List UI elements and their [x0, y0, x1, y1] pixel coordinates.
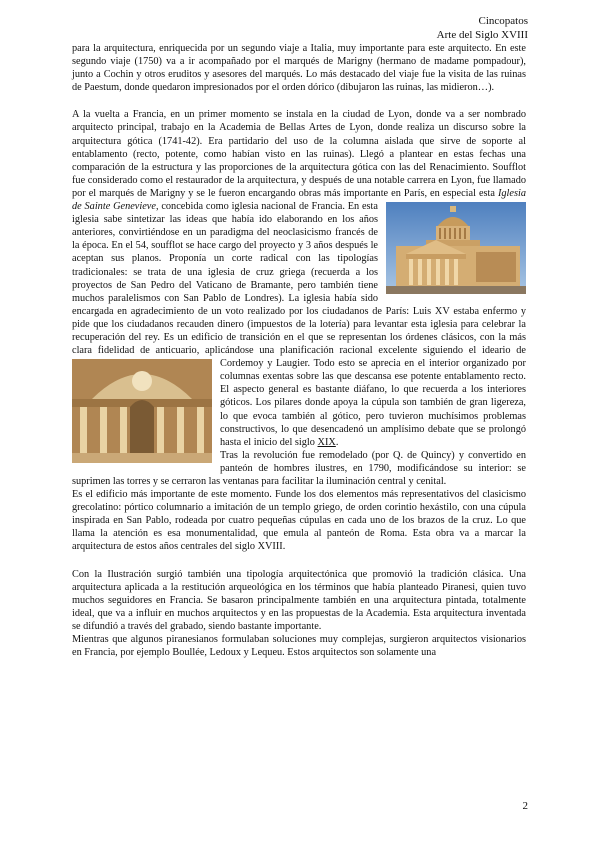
church-name-italic: Iglesia de Sainte Genevieve — [72, 187, 526, 213]
page-number: 2 — [522, 800, 528, 812]
paragraph-2 — [72, 108, 526, 448]
paragraph-6: Mientras que algunos piranesianos formulaban soluciones muy complejas, surgieron arquitectos visionarios en Francia, por ejemplo Boullée, Ledoux y Lequeu. Estos arquitectos son solamente una — [72, 634, 526, 659]
paragraph-2-part-a: A la vuelta a Francia, en un primer momento se instala en la ciudad de Lyon, donde va a ser nombrado arquitecto principal, trabajo en la Academia de Bellas Artes de Lyon, donde realiza un discurso sobre la arquitectura gótica (1741-42). Era partidario del uso de la columna aislada que sirve de soporte al entablamento (recto, potente, como habían visto en las ruinas). Llegó a plantear en estas fechas una comparación de la estructura y las proporciones de la arquitectura gótica con las del Renacimiento. Soufflot fue considerado como el restaurador de la arquitectura, y después de una notable carrera en Lyon, fue llamado por el marqués de Marigny y se le fueron encargando obras más importante en París, en especial esta — [72, 109, 526, 199]
century-underlined: XIX — [317, 436, 336, 448]
document-body — [72, 42, 526, 659]
header-author: Cincopatos — [478, 15, 528, 27]
paragraph-4: Es el edificio más importante de este momento. Funde los dos elementos más representativos del clasicismo grecolatino: pórtico columnario a imitación de un templo griego, de orden corintio hexástilo, con una cúpula inspirada en San Pablo, rodeada por cuatro pequeñas cúpulas en cada uno de los brazos de la cruz. Lo que llama la atención es esa monumentalidad, que emula al panteón de Roma. Esta obra va a marcar la arquitectura de estos años centrales del siglo XVIII. — [72, 489, 526, 553]
paragraph-2-part-b: , concebida como iglesia nacional de Francia. En esta iglesia sabe sintetizar las ideas que había ido elaborando en los años anteriores, convirtiéndose en un paradigma del neoclasicismo francés de la época. En el 54, soufflot se hace cargo del proyecto y 3 años después le aceptan sus planos. Proponía un corte radical con las tipologías tradicionales: se trata de una iglesia de cruz griega (recuerda a los proyectos de San Pedro del Vaticano de Bramante, pero también tiene muchos paralelismos con San Pablo de Londres). La iglesia había sido encargada en agradecimiento de un voto realizado por los ciudadanos de París: Luis XV estaba enfermo y pide que los ciudadanos recauden dinero (impuestos de la lotería) para levantar esta iglesia para celebrar la recuperación del rey. Es un edificio de transición en el que se representan los órdenes clásicos, con la más clara fidelidad de anticuario, aplicándose una planificación racional excelente siguiendo el — [72, 201, 526, 357]
header-subject: Arte del Siglo XVIII — [436, 29, 528, 41]
paragraph-2-part-b-rest: ideario de Cordemoy y Laugier. Todo esto se aprecia en el interior organizado por columnas exentas sobre las que descansa ese potente entablamento recto. El aspecto general es bastante diáfano, lo que recuerda a los interiores góticos. Los pilares donde apoya la cúpula son también de gran ligereza, lo que evoca también al gótico, pero tuvieron muchísimos problemas constructivos, lo que desencadenó un amplísimo debate que se prolongó hasta el inicio del siglo — [220, 345, 527, 448]
paragraph-3: Tras la revolución fue remodelado (por Q. de Quincy) y convertido en panteón de hombres ilustres, en 1790, modificándose su interior: se suprimen las torres y se cerraron las ventanas para facilitar la iluminación central y cenital. — [72, 449, 526, 487]
paragraph-1: para la arquitectura, enriquecida por un segundo viaje a Italia, muy importante para este arquitecto. En este segundo viaje (1750) va a ir acompañado por el marqués de Marigny (hermano de madame pompadour), junto a Cochin y otros eruditos y asesores del marqués. Lo más destacado del viaje fue la visita de las ruinas de Paestum, donde quedaron impresionados por el orden dórico (dibujaron las ruinas, las midieron…). — [72, 43, 526, 94]
paragraph-2-part-c: . — [335, 436, 339, 448]
running-header — [437, 14, 528, 42]
pantheon-interior-photo — [72, 359, 212, 463]
paragraph-5: Con la Ilustración surgió también una tipología arquitectónica que promovió la tradición clásica. Una arquitectura aplicada a la restitución arqueológica en los términos que había planteado Piranesi, quien tuvo muchos seguidores en Francia. Se basaron principalmente también en una arquitectura pintada, totalmente ideal, que va a influir en muchos arquitectos y en las propuestas de la Academia. Esta arquitectura inventada se difundió a través del grabado, siendo bastante importante. — [72, 568, 526, 632]
pantheon-exterior-photo — [386, 202, 526, 294]
